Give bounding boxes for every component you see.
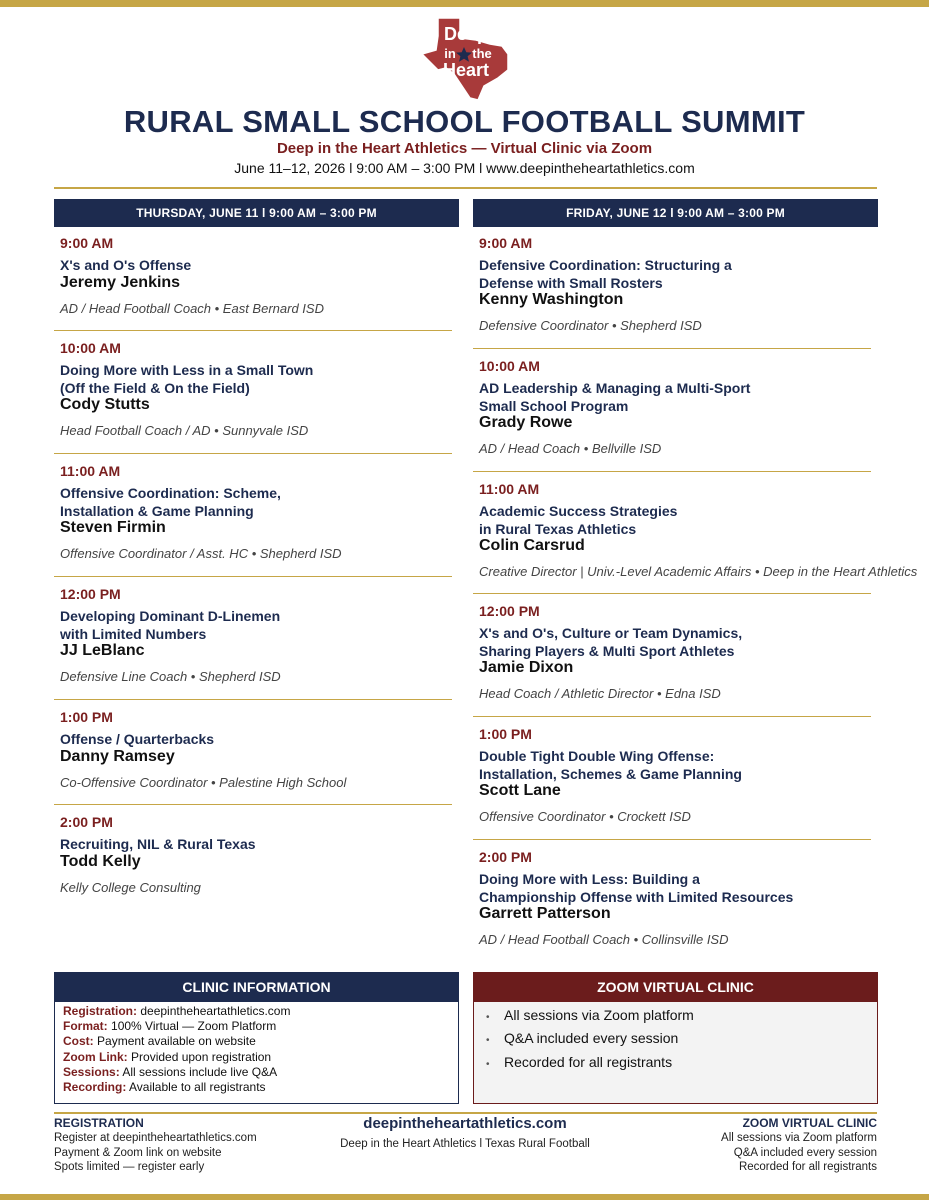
session-divider xyxy=(473,348,871,349)
session-topic: Recruiting, NIL & Rural Texas xyxy=(60,836,256,852)
session-time: 12:00 PM xyxy=(479,603,540,619)
logo-word-the: the xyxy=(472,46,492,61)
session-speaker: Grady Rowe xyxy=(479,414,573,431)
friday-header: FRIDAY, JUNE 12 l 9:00 AM – 3:00 PM xyxy=(473,199,878,227)
info-format: Format: 100% Virtual — Zoom Platform xyxy=(63,1019,277,1034)
session-speaker: Cody Stutts xyxy=(60,396,150,413)
footer-zoom-line: All sessions via Zoom platform xyxy=(721,1132,877,1144)
session-time: 9:00 AM xyxy=(479,235,533,251)
bullet-icon: • xyxy=(486,1035,490,1047)
page-subtitle: Deep in the Heart Athletics — Virtual Clinic via Zoom xyxy=(276,140,653,157)
session-role: Creative Director | Univ.-Level Academic Affairs • Deep in the Heart Athletics xyxy=(479,564,918,579)
session-topic: X's and O's, Culture or Team Dynamics, xyxy=(479,625,743,641)
session-time: 11:00 AM xyxy=(479,481,540,497)
session-role: AD / Head Football Coach • East Bernard ISD xyxy=(60,300,324,316)
session-role: Defensive Coordinator • Shepherd ISD xyxy=(479,318,702,333)
session-topic: with Limited Numbers xyxy=(60,625,207,642)
bottom-gold-bar xyxy=(0,1194,929,1200)
session-divider xyxy=(473,471,871,472)
session-role: Offensive Coordinator / Asst. HC • Shepherd ISD xyxy=(60,546,342,561)
session-speaker: Danny Ramsey xyxy=(60,747,175,765)
footer-zoom xyxy=(617,1116,877,1175)
session-divider xyxy=(54,330,452,331)
zoom-item: • Recorded for all registrants xyxy=(486,1052,877,1075)
session-speaker: Jamie Dixon xyxy=(479,659,574,676)
session-role: Head Football Coach / AD • Sunnyvale ISD xyxy=(60,423,309,438)
session-divider xyxy=(54,576,452,577)
session-speaker: JJ LeBlanc xyxy=(60,642,145,659)
session-topic: AD Leadership & Managing a Multi-Sport xyxy=(479,380,751,396)
session-topic: Offense / Quarterbacks xyxy=(60,731,215,747)
top-gold-bar xyxy=(0,0,929,7)
session-time: 2:00 PM xyxy=(60,814,113,830)
session-divider xyxy=(54,453,452,454)
logo-word-heart: Heart xyxy=(442,60,490,80)
session-topic: Small School Program xyxy=(479,397,629,414)
bullet-icon: • xyxy=(486,1058,490,1070)
session-speaker: Todd Kelly xyxy=(60,852,141,870)
session-divider xyxy=(54,699,452,700)
session-divider xyxy=(473,593,871,594)
session-topic: Academic Success Strategies xyxy=(479,503,678,519)
session-topic: Championship Offense with Limited Resources xyxy=(479,888,794,905)
session-topic: Sharing Players & Multi Sport Athletes xyxy=(479,642,735,659)
zoom-box-header: ZOOM VIRTUAL CLINIC xyxy=(474,973,877,1002)
session-topic: Offensive Coordination: Scheme, xyxy=(60,485,281,501)
session-speaker: Garrett Patterson xyxy=(479,905,611,922)
session-speaker: Scott Lane xyxy=(479,782,561,799)
footer-registration-heading: REGISTRATION xyxy=(54,1116,144,1130)
info-registration: Registration: deepintheheartathletics.com xyxy=(63,1004,291,1018)
info-recording: Recording: Available to all registrants xyxy=(63,1080,266,1095)
session-divider xyxy=(54,804,452,805)
session-role: Kelly College Consulting xyxy=(60,879,201,895)
session-role: Offensive Coordinator • Crockett ISD xyxy=(479,809,691,824)
session-divider xyxy=(473,839,871,840)
footer-zoom-line: Recorded for all registrants xyxy=(738,1161,877,1173)
footer-zoom-heading: ZOOM VIRTUAL CLINIC xyxy=(742,1116,877,1130)
session-time: 10:00 AM xyxy=(60,340,121,356)
bullet-icon: • xyxy=(486,1012,490,1023)
clinic-information-header: CLINIC INFORMATION xyxy=(55,973,458,1002)
session-speaker: Colin Carsrud xyxy=(479,537,585,554)
session-topic: Doing More with Less: Building a xyxy=(479,871,700,887)
footer-registration-line: Spots limited — register early xyxy=(54,1161,205,1173)
session-speaker: Steven Firmin xyxy=(60,519,166,536)
footer-zoom-line: Q&A included every session xyxy=(733,1146,877,1159)
texas-logo xyxy=(418,16,512,102)
session-topic: X's and O's Offense xyxy=(60,257,192,273)
session-role: Defensive Line Coach • Shepherd ISD xyxy=(60,669,281,684)
session-time: 9:00 AM xyxy=(60,235,114,251)
session-speaker: Kenny Washington xyxy=(479,291,624,308)
clinic-information-box xyxy=(54,972,459,1104)
session-role: Head Coach / Athletic Director • Edna ISD xyxy=(479,686,721,701)
session-speaker: Jeremy Jenkins xyxy=(60,273,181,291)
footer-registration-line: Payment & Zoom link on website xyxy=(54,1146,222,1159)
info-cost: Cost: Payment available on website xyxy=(63,1034,256,1049)
info-zoom-link: Zoom Link: Provided upon registration xyxy=(63,1049,272,1064)
session-divider xyxy=(473,716,871,717)
session-time: 12:00 PM xyxy=(60,586,121,602)
session-topic: Defensive Coordination: Structuring a xyxy=(479,257,732,273)
session-role: AD / Head Football Coach • Collinsville ISD xyxy=(479,932,729,947)
thursday-header: THURSDAY, JUNE 11 l 9:00 AM – 3:00 PM xyxy=(54,199,459,227)
session-topic: in Rural Texas Athletics xyxy=(479,520,637,537)
session-time: 11:00 AM xyxy=(60,463,121,479)
zoom-virtual-clinic-box xyxy=(473,972,878,1104)
session-topic: Defense with Small Rosters xyxy=(479,274,663,291)
footer-registration-line: Register at deepintheheartathletics.com xyxy=(54,1132,257,1144)
footer-website-link[interactable]: deepintheheartathletics.com xyxy=(363,1115,567,1132)
footer-center xyxy=(290,1114,640,1152)
session-time: 1:00 PM xyxy=(60,709,113,725)
session-role: Co-Offensive Coordinator • Palestine High School xyxy=(60,774,347,790)
info-sessions: Sessions: All sessions include live Q&A xyxy=(63,1064,278,1079)
footer-registration xyxy=(54,1116,314,1175)
session-time: 10:00 AM xyxy=(479,358,540,374)
friday-schedule xyxy=(473,199,918,947)
session-topic: Doing More with Less in a Small Town xyxy=(60,362,314,378)
zoom-item: • Q&A included every session xyxy=(486,1028,877,1051)
session-topic: Installation & Game Planning xyxy=(60,502,254,519)
logo-word-in: in xyxy=(444,46,456,61)
event-dateline: June 11–12, 2026 l 9:00 AM – 3:00 PM l www.deepintheheartathletics.com xyxy=(234,160,695,176)
thursday-schedule xyxy=(54,199,459,895)
session-time: 1:00 PM xyxy=(479,726,532,742)
session-topic: Double Tight Double Wing Offense: xyxy=(479,748,715,764)
session-role: AD / Head Coach • Bellville ISD xyxy=(479,441,662,456)
footer-tagline: Deep in the Heart Athletics l Texas Rural Football xyxy=(340,1138,590,1150)
session-topic: Developing Dominant D-Linemen xyxy=(60,608,281,624)
session-time: 2:00 PM xyxy=(479,849,532,865)
header-divider xyxy=(54,187,877,189)
session-topic: Installation, Schemes & Game Planning xyxy=(479,765,742,782)
zoom-item: • All sessions via Zoom platform xyxy=(486,1005,877,1028)
page-title: RURAL SMALL SCHOOL FOOTBALL SUMMIT xyxy=(123,104,806,139)
session-topic: (Off the Field & On the Field) xyxy=(60,379,250,396)
logo-word-deep: Deep xyxy=(443,24,489,44)
